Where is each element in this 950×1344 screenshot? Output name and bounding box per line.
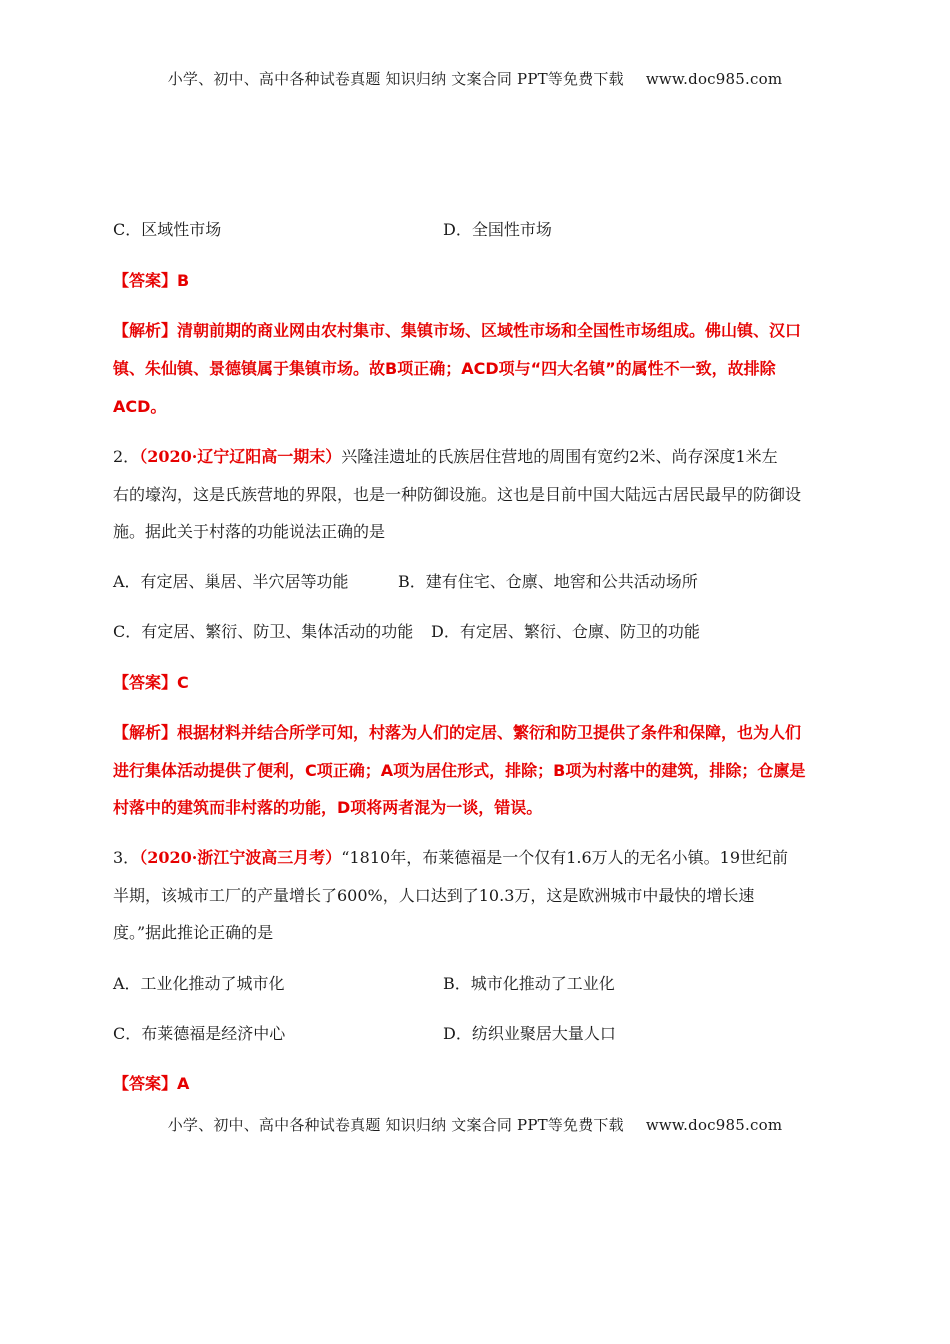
footer-site: www.doc985.com (645, 1116, 783, 1134)
q2-stem-line-1 (113, 446, 778, 468)
q3-answer: 【答案】A (113, 1074, 190, 1093)
q2-number: 2． (113, 447, 140, 466)
q2-source: （2020·辽宁辽阳高一期末） (139, 447, 342, 466)
footer-text: 小学、初中、高中各种试卷真题 知识归纳 文案合同 PPT等免费下载 (167, 1116, 624, 1134)
q3-option-d: D．纺织业聚居大量人口 (443, 1024, 616, 1043)
q2-answer: 【答案】C (113, 673, 189, 692)
q1-option-c: C．区域性市场 (113, 220, 222, 239)
q2-option-d: D．有定居、繁衍、仓廪、防卫的功能 (431, 622, 700, 641)
q2-stem-line-3: 施。据此关于村落的功能说法正确的是 (113, 522, 386, 541)
q3-source: （2020·浙江宁波高三月考） (139, 848, 342, 867)
q3-stem-line-3: 度。”据此推论正确的是 (113, 923, 274, 942)
q2-option-c: C．有定居、繁衍、防卫、集体活动的功能 (113, 622, 414, 641)
q2-analysis-line-3: 村落中的建筑而非村落的功能，D项将两者混为一谈，错误。 (113, 798, 543, 817)
q2-stem-text-1: 兴隆洼遗址的氏族居住营地的周围有宽约2米、尚存深度1米左 (341, 447, 778, 466)
q1-analysis-line-2: 镇、朱仙镇、景德镇属于集镇市场。故B项正确；ACD项与“四大名镇”的属性不一致，故排除 (113, 359, 776, 378)
q3-stem-line-2: 半期，该城市工厂的产量增长了600%，人口达到了10.3万，这是欧洲城市中最快的增长速 (113, 886, 755, 905)
q2-option-a: A．有定居、巢居、半穴居等功能 (113, 572, 349, 591)
q1-analysis-line-3: ACD。 (113, 397, 167, 416)
q3-option-c: C．布莱德福是经济中心 (113, 1024, 286, 1043)
q1-answer: 【答案】B (113, 271, 190, 290)
page-header (0, 68, 950, 89)
q3-option-a: A．工业化推动了城市化 (113, 974, 285, 993)
q3-stem-text-1: “1810年，布莱德福是一个仅有1.6万人的无名小镇。19世纪前 (341, 848, 789, 867)
q2-analysis-line-1: 【解析】根据材料并结合所学可知，村落为人们的定居、繁衍和防卫提供了条件和保障，也为人们 (113, 723, 802, 742)
page-footer (0, 1114, 950, 1135)
q3-stem-line-1 (113, 847, 788, 869)
q3-number: 3． (113, 848, 140, 867)
q1-option-d: D．全国性市场 (443, 220, 552, 239)
header-site: www.doc985.com (645, 70, 783, 88)
header-text: 小学、初中、高中各种试卷真题 知识归纳 文案合同 PPT等免费下载 (167, 70, 624, 88)
q2-option-b: B．建有住宅、仓廪、地窖和公共活动场所 (398, 572, 698, 591)
q1-analysis-line-1: 【解析】清朝前期的商业网由农村集市、集镇市场、区域性市场和全国性市场组成。佛山镇、汉口 (113, 321, 802, 340)
q3-option-b: B．城市化推动了工业化 (443, 974, 615, 993)
q2-analysis-line-2: 进行集体活动提供了便利，C项正确；A项为居住形式，排除；B项为村落中的建筑，排除；仓廪是 (113, 761, 806, 780)
q2-stem-line-2: 右的壕沟，这是氏族营地的界限，也是一种防御设施。这也是目前中国大陆远古居民最早的防御设 (113, 485, 802, 504)
